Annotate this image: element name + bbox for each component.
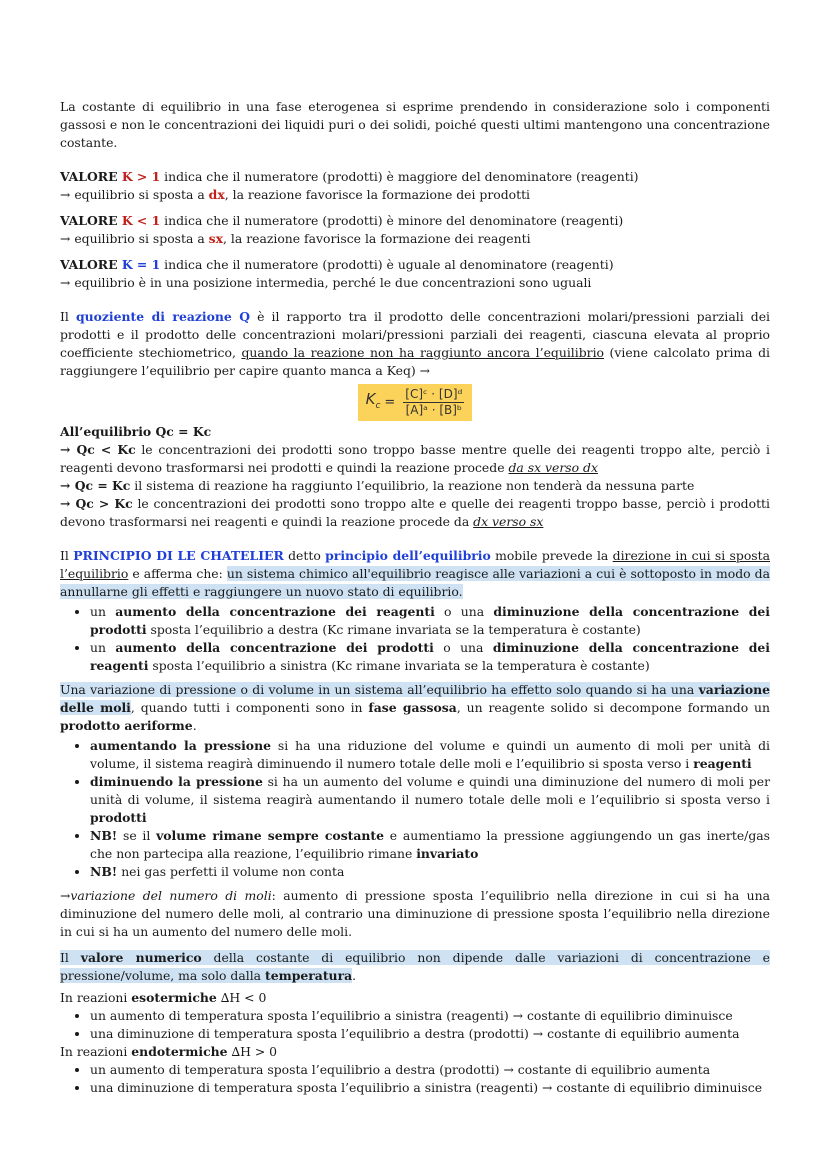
esotermiche-heading: In reazioni esotermiche ∆H < 0 (60, 990, 267, 1005)
list-item: • un aumento della concentrazione dei reagenti o una diminuzione della concentrazione dei prodotti sposta l’equilibrio a destra (Kc rimane invariata se la temperatura è costante) (90, 603, 770, 639)
esotermiche-bullets (60, 1007, 770, 1043)
chatelier-paragraph: Il PRINCIPIO DI LE CHATELIER detto principio dell’equilibrio mobile prevede la direzione in cui si sposta l’equilibrio e afferma che: un sistema chimico all'equilibrio reagisce alle variazioni a cui è sottoposto in modo da annullarne gli effetti e raggiungere un nuovo stato di equilibrio. (60, 548, 771, 599)
list-item: • una diminuzione di temperatura sposta l’equilibrio a destra (prodotti) → costante di equilibrio aumenta (90, 1025, 770, 1043)
equilibrium-formula (60, 384, 770, 421)
list-item: • aumentando la pressione si ha una riduzione del volume e quindi un aumento di moli per unità di volume, il sistema reagirà diminuendo il numero totale delle moli e l’equilibrio si sposta verso i reagenti (90, 737, 770, 773)
formula-denominator: [A]ᵃ · [B]ᵇ (405, 403, 463, 417)
equilibrio-section: All’equilibrio Qc = Kc → Qc < Kc le concentrazioni dei prodotti sono troppo basse mentre quelle dei reagenti troppo alte, perciò i reagenti devono trasformarsi nei prodotti e quindi la reazione procede da sx verso dx → Qc = Kc il sistema di reazione ha raggiunto l’equilibrio, la reazione non tenderà da nessuna parte → Qc > Kc le concentrazioni dei prodotti sono troppo alte e quelle dei reagenti troppo basse, perciò i prodotti devono trasformarsi nei reagenti e quindi la reazione procede da dx verso sx (60, 424, 771, 529)
concentration-bullets (60, 603, 770, 675)
moli-paragraph: →variazione del numero di moli: aumento di pressione sposta l’equilibrio nella direzione in cui si ha una diminuzione del numero delle moli, al contrario una diminuzione di pressione sposta l’equilibrio nella direzione in cui si ha un aumento del numero delle moli. (60, 888, 770, 939)
quoziente-paragraph: Il quoziente di reazione Q è il rapporto tra il prodotto delle concentrazioni molari/pressioni parziali dei prodotti e il prodotto delle concentrazioni molari/pressioni parziali dei reagenti, ciascuna elevata al proprio coefficiente stechiometrico, quando la reazione non ha raggiunto ancora l’equilibrio (viene calcolato prima di raggiungere l’equilibrio per capire quanto manca a Keq) → (60, 309, 771, 378)
list-item: • un aumento di temperatura sposta l’equilibrio a sinistra (reagenti) → costante di equilibrio diminuisce (90, 1007, 770, 1025)
list-item: • un aumento di temperatura sposta l’equilibrio a destra (prodotti) → costante di equilibrio aumenta (90, 1061, 770, 1079)
formula-numerator: [C]ᶜ · [D]ᵈ (405, 387, 463, 401)
document-content (60, 98, 770, 1097)
list-item: • diminuendo la pressione si ha un aumento del volume e quindi una diminuzione del numero di moli per unità di volume, il sistema reagirà aumentando il numero totale delle moli e l’equilibrio si sposta verso i prodotti (90, 773, 770, 827)
valore-numerico-paragraph: Il valore numerico della costante di equilibrio non dipende dalle variazioni di concentrazione e pressione/volume, ma solo dalla temperatura. (60, 950, 771, 983)
list-item: • NB! se il volume rimane sempre costante e aumentiamo la pressione aggiungendo un gas inerte/gas che non partecipa alla reazione, l’equilibrio rimane invariato (90, 827, 770, 863)
pressure-bullets (60, 737, 770, 881)
endotermiche-heading: In reazioni endotermiche ∆H > 0 (60, 1044, 278, 1059)
pressione-paragraph: Una variazione di pressione o di volume in un sistema all’equilibrio ha effetto solo quando si ha una variazione delle moli, quando tutti i componenti sono in fase gassosa, un reagente solido si decompone formando un prodotto aeriforme. (60, 682, 771, 733)
formula-k: $K_c$ (365, 390, 381, 411)
list-item: • un aumento della concentrazione dei prodotti o una diminuzione della concentrazione dei reagenti sposta l’equilibrio a sinistra (Kc rimane invariata se la temperatura è costante) (90, 639, 770, 675)
list-item: • NB! nei gas perfetti il volume non conta (90, 863, 770, 881)
valore-k-gt-1: VALORE K > 1 indica che il numeratore (prodotti) è maggiore del denominatore (reagenti) → equilibrio si sposta a dx, la reazione favorisce la formazione dei prodotti (60, 169, 639, 202)
valore-k-eq-1: VALORE K = 1 indica che il numeratore (prodotti) è uguale al denominatore (reagenti) → equilibrio è in una posizione intermedia, perché le due concentrazioni sono uguali (60, 257, 614, 290)
intro-paragraph: La costante di equilibrio in una fase eterogenea si esprime prendendo in considerazione solo i componenti gassosi e non le concentrazioni dei liquidi puri o dei solidi, poiché questi ultimi mantengono una concentrazione costante. (60, 99, 770, 150)
equilibrio-title: All’equilibrio Qc = Kc (60, 424, 212, 439)
formula-box: $K_c$ = $\frac{\text{[C]ᶜ · [D]ᵈ}}{\text{[A]ᵃ · [B]ᵇ}}$ (358, 384, 473, 421)
valore-k-lt-1: VALORE K < 1 indica che il numeratore (prodotti) è minore del denominatore (reagenti) → equilibrio si sposta a sx, la reazione favorisce la formazione dei reagenti (60, 213, 624, 246)
list-item: • una diminuzione di temperatura sposta l’equilibrio a sinistra (reagenti) → costante di equilibrio diminuisce (90, 1079, 770, 1097)
endotermiche-bullets (60, 1061, 770, 1097)
